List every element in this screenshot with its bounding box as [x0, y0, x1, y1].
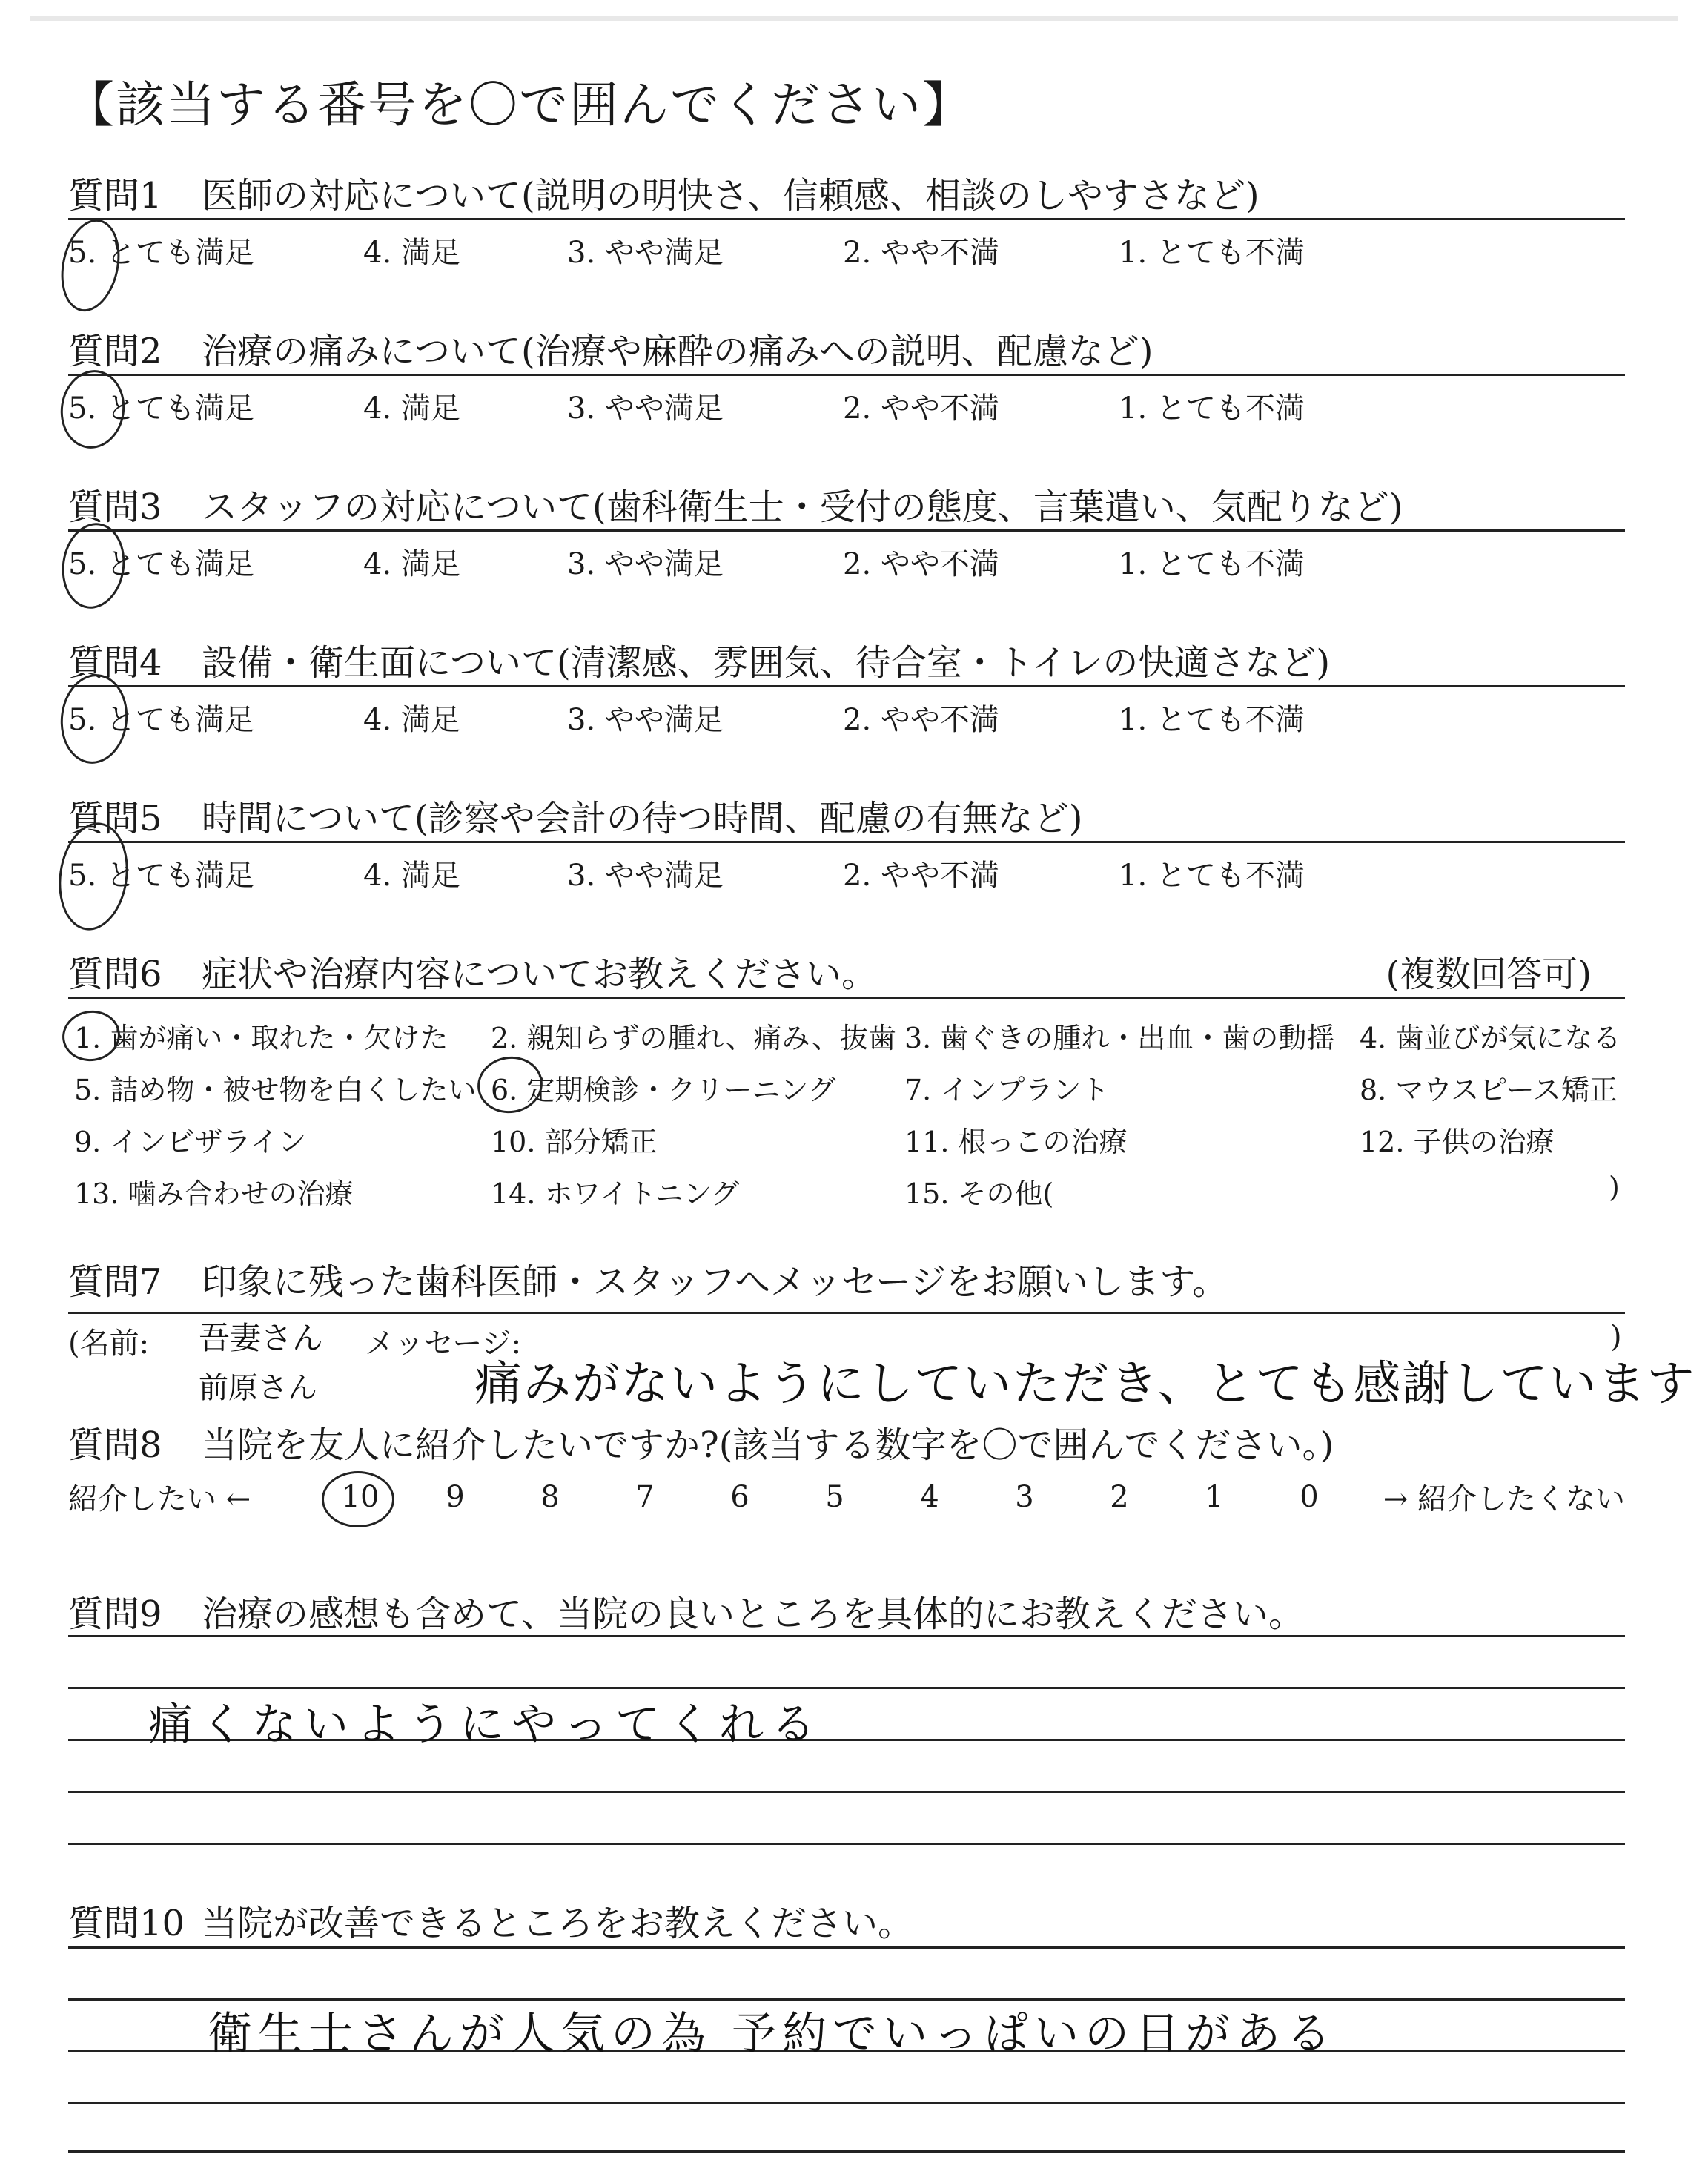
question-text: 設備・衛生面について(清潔感、雰囲気、待合室・トイレの快適さなど) — [202, 642, 1331, 684]
symptom-item[interactable]: 10. 部分矯正 — [491, 1126, 658, 1158]
option-1[interactable]: 1. とても不満 — [1119, 547, 1305, 581]
scale-value[interactable]: 1 — [1205, 1479, 1224, 1514]
symptom-options — [68, 1015, 1625, 1238]
scale-value[interactable]: 5 — [825, 1479, 844, 1514]
scale-value[interactable]: 3 — [1015, 1479, 1034, 1514]
recommend-scale — [68, 1476, 1625, 1518]
question-number: 質問1 — [68, 175, 162, 217]
option-2[interactable]: 2. やや不満 — [843, 236, 999, 270]
scale-right-label: → 紹介したくない — [1383, 1482, 1625, 1516]
option-4[interactable]: 4. 満足 — [363, 703, 460, 737]
symptom-item[interactable]: 13. 噛み合わせの治療 — [74, 1178, 354, 1210]
option-2[interactable]: 2. やや不満 — [843, 859, 999, 893]
handwritten-answer[interactable]: 痛くないようにやってくれる — [148, 1699, 823, 1751]
option-3[interactable]: 3. やや満足 — [567, 703, 724, 737]
rating-options — [68, 229, 1625, 271]
question-text: 当院を友人に紹介したいですか?(該当する数字を〇で囲んでください。) — [202, 1424, 1334, 1466]
question-3 — [68, 478, 1625, 583]
question-text: 時間について(診察や会計の待つ時間、配慮の有無など) — [202, 798, 1083, 839]
question-7 — [68, 1253, 1625, 1314]
option-3[interactable]: 3. やや満足 — [567, 859, 724, 893]
rating-options — [68, 852, 1625, 894]
symptom-item[interactable]: 1. 歯が痛い・取れた・欠けた — [74, 1022, 448, 1054]
answer-line — [68, 1635, 1625, 1637]
question-text: 医師の対応について(説明の明快さ、信頼感、相談のしやすさなど) — [202, 175, 1260, 217]
question-5 — [68, 790, 1625, 894]
option-5[interactable]: 5. とても満足 — [68, 236, 254, 270]
option-5[interactable]: 5. とても満足 — [68, 547, 254, 581]
question-number: 質問10 — [68, 1903, 185, 1944]
answer-circle — [322, 1471, 394, 1527]
option-5[interactable]: 5. とても満足 — [68, 392, 254, 426]
symptom-item[interactable]: 7. インプラント — [904, 1074, 1110, 1106]
option-1[interactable]: 1. とても不満 — [1119, 859, 1305, 893]
option-4[interactable]: 4. 満足 — [363, 547, 460, 581]
message-label: メッセージ: — [365, 1327, 522, 1361]
top-border — [30, 16, 1678, 21]
scale-value[interactable]: 0 — [1300, 1479, 1319, 1514]
question-number: 質問2 — [68, 331, 162, 372]
option-1[interactable]: 1. とても不満 — [1119, 703, 1305, 737]
scale-value[interactable]: 8 — [540, 1479, 560, 1514]
question-6 — [68, 945, 1625, 1238]
question-text: 治療の痛みについて(治療や麻酔の痛みへの説明、配慮など) — [202, 331, 1153, 372]
symptom-item[interactable]: 8. マウスピース矯正 — [1360, 1074, 1618, 1106]
question-number: 質問5 — [68, 798, 162, 839]
question-text: 症状や治療内容についてお教えください。 — [202, 954, 878, 995]
question-number: 質問3 — [68, 486, 162, 528]
option-3[interactable]: 3. やや満足 — [567, 392, 724, 426]
option-4[interactable]: 4. 満足 — [363, 859, 460, 893]
option-1[interactable]: 1. とても不満 — [1119, 392, 1305, 426]
answer-line — [68, 1843, 1625, 1845]
symptom-item[interactable]: 4. 歯並びが気になる — [1360, 1022, 1621, 1054]
option-3[interactable]: 3. やや満足 — [567, 547, 724, 581]
symptom-item[interactable]: 15. その他( — [904, 1178, 1054, 1210]
question-10 — [68, 1895, 1625, 1946]
question-number: 質問6 — [68, 954, 162, 995]
question-text: スタッフの対応について(歯科衛生士・受付の態度、言葉遣い、気配りなど) — [202, 486, 1403, 528]
question-9 — [68, 1585, 1625, 1636]
handwritten-name: 前原さん — [199, 1371, 317, 1405]
form-title: 【該当する番号を〇で囲んでください】 — [65, 76, 973, 133]
option-2[interactable]: 2. やや不満 — [843, 703, 999, 737]
option-5[interactable]: 5. とても満足 — [68, 703, 254, 737]
symptom-item[interactable]: 2. 親知らずの腫れ、痛み、抜歯 — [491, 1022, 896, 1054]
symptom-item[interactable]: 3. 歯ぐきの腫れ・出血・歯の動揺 — [904, 1022, 1335, 1054]
rating-options — [68, 696, 1625, 739]
option-4[interactable]: 4. 満足 — [363, 236, 460, 270]
question-text: 当院が改善できるところをお教えください。 — [202, 1903, 914, 1944]
scale-value[interactable]: 6 — [730, 1479, 749, 1514]
rating-options — [68, 385, 1625, 427]
multiple-answers-note: (複数回答可) — [1386, 954, 1592, 995]
option-5[interactable]: 5. とても満足 — [68, 859, 254, 893]
symptom-item[interactable]: 9. インビザライン — [74, 1126, 307, 1158]
symptom-item[interactable]: 11. 根っこの治療 — [904, 1126, 1128, 1158]
scale-value[interactable]: 7 — [635, 1479, 655, 1514]
answer-circle — [56, 519, 130, 613]
answer-line — [68, 1946, 1625, 1949]
handwritten-message: 痛みがないようにしていただき、とても感謝しています — [474, 1357, 1696, 1412]
answer-line — [68, 2150, 1625, 2153]
message-close-paren: ) — [1610, 1320, 1622, 1354]
name-label: (名前: — [68, 1327, 150, 1361]
scale-left-label: 紹介したい ← — [68, 1482, 251, 1516]
answer-line — [68, 1791, 1625, 1793]
symptom-item[interactable]: 5. 詰め物・被せ物を白くしたい — [74, 1074, 477, 1106]
question-text: 印象に残った歯科医師・スタッフへメッセージをお願いします。 — [202, 1261, 1228, 1303]
symptom-item[interactable]: 12. 子供の治療 — [1360, 1126, 1555, 1158]
question-1 — [68, 167, 1625, 271]
question-number: 質問4 — [68, 642, 162, 684]
option-4[interactable]: 4. 満足 — [363, 392, 460, 426]
scale-value[interactable]: 2 — [1110, 1479, 1129, 1514]
option-1[interactable]: 1. とても不満 — [1119, 236, 1305, 270]
question-4 — [68, 634, 1625, 739]
question-number: 質問8 — [68, 1424, 162, 1466]
question-number: 質問9 — [68, 1593, 162, 1635]
answer-line — [68, 2102, 1625, 2104]
scale-value[interactable]: 4 — [920, 1479, 939, 1514]
handwritten-name: 吾妻さん — [199, 1320, 324, 1356]
handwritten-answer[interactable]: 衛生士さんが人気の為 予約でいっぱいの日がある — [208, 2008, 1337, 2060]
scale-value[interactable]: 10 — [313, 1480, 408, 1514]
scale-value[interactable]: 9 — [446, 1479, 465, 1514]
option-2[interactable]: 2. やや不満 — [843, 392, 999, 426]
rating-options — [68, 541, 1625, 583]
question-8 — [68, 1416, 1625, 1467]
question-number: 質問7 — [68, 1261, 162, 1303]
option-3[interactable]: 3. やや満足 — [567, 236, 724, 270]
question-2 — [68, 323, 1625, 427]
option-2[interactable]: 2. やや不満 — [843, 547, 999, 581]
answer-circle — [56, 366, 130, 453]
symptom-item[interactable]: 14. ホワイトニング — [491, 1178, 740, 1210]
question-text: 治療の感想も含めて、当院の良いところを具体的にお教えください。 — [202, 1593, 1305, 1635]
symptom-item[interactable]: 6. 定期検診・クリーニング — [491, 1074, 836, 1106]
close-paren: ) — [1609, 1171, 1620, 1203]
